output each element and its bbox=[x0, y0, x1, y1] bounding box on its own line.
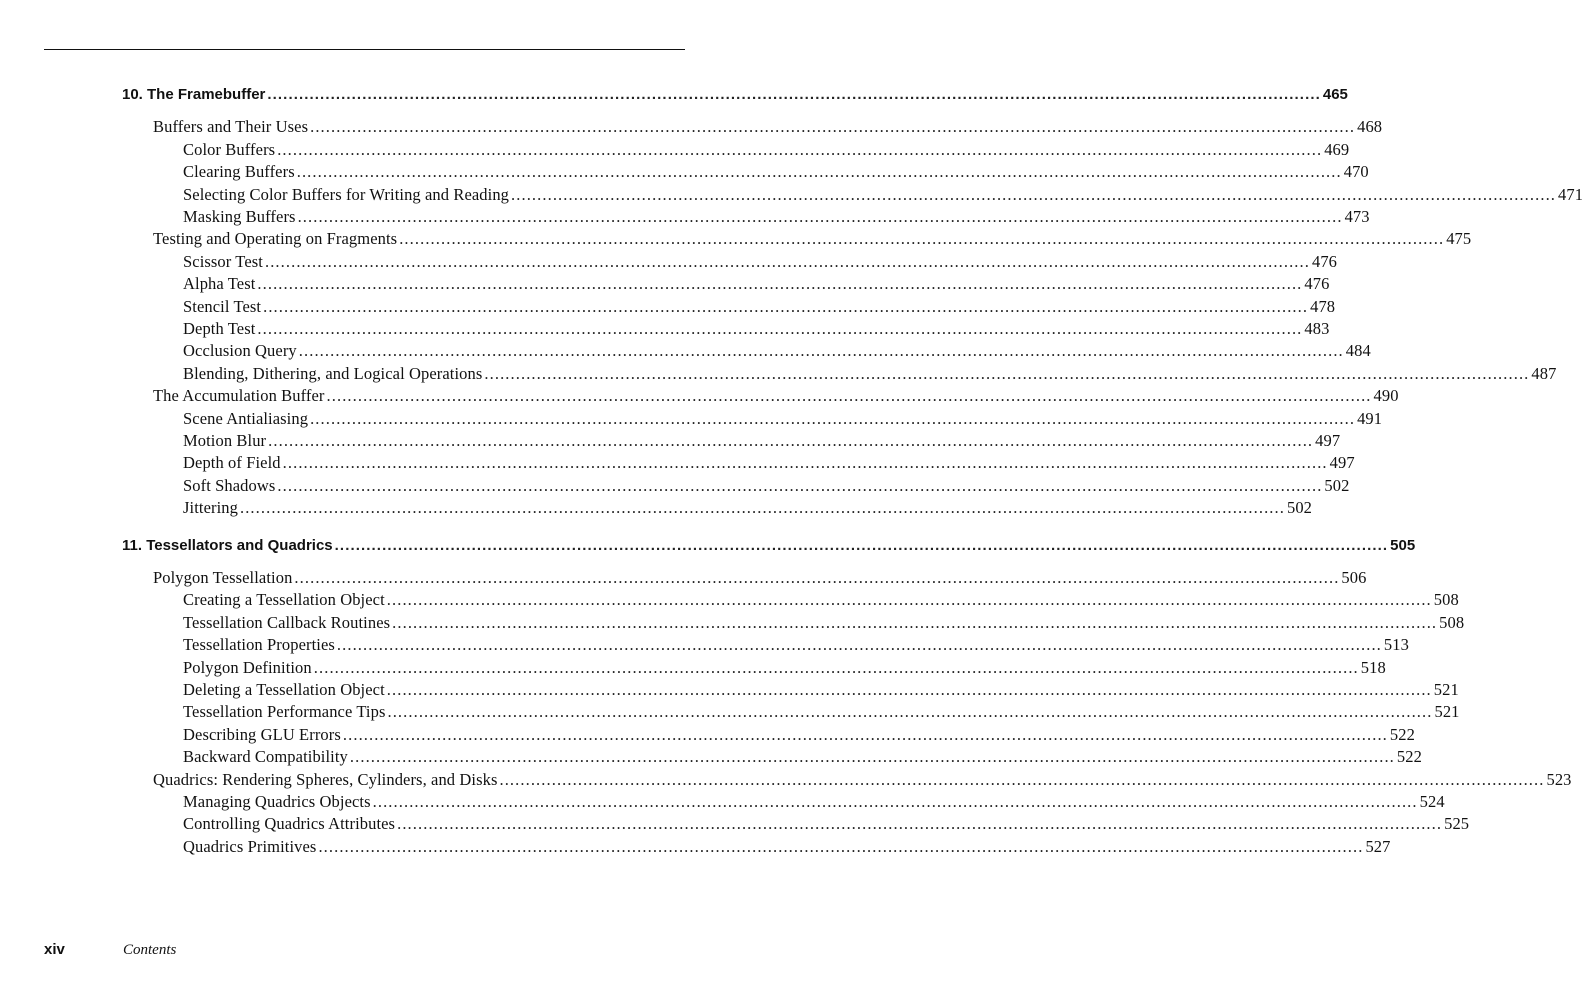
dot-leader: ........................................................................................................................................................................................................ bbox=[336, 635, 1382, 655]
toc-entry-page: 468 bbox=[1357, 117, 1383, 137]
toc-entry-page: 508 bbox=[1433, 590, 1459, 610]
toc-entry-label: Stencil Test bbox=[183, 296, 262, 316]
dot-leader: ........................................................................................................................................................................................................ bbox=[334, 536, 1389, 554]
toc-chapter bbox=[122, 536, 1416, 559]
toc-chapter bbox=[122, 86, 1348, 108]
toc-subsection bbox=[183, 341, 1371, 363]
toc-entry-page: 513 bbox=[1383, 635, 1409, 655]
toc-entry-label: Quadrics Primitives bbox=[183, 836, 317, 856]
toc-subsection bbox=[183, 612, 1465, 635]
dot-leader: ........................................................................................................................................................................................................ bbox=[277, 139, 1323, 159]
toc-subsection bbox=[183, 792, 1445, 814]
dot-leader: ........................................................................................................................................................................................................ bbox=[326, 386, 1372, 406]
toc-subsection bbox=[183, 702, 1460, 724]
toc-entry-label: Depth Test bbox=[183, 319, 256, 338]
toc-entry-label: Tessellation Callback Routines bbox=[183, 612, 391, 632]
toc-entry-label: Testing and Operating on Fragments bbox=[153, 229, 398, 249]
dot-leader: ........................................................................................................................................................................................................ bbox=[263, 296, 1309, 316]
toc-entry-page: 508 bbox=[1439, 612, 1465, 632]
toc-subsection bbox=[183, 296, 1336, 319]
toc-entry-page: 476 bbox=[1311, 251, 1338, 271]
dot-leader: ........................................................................................................................................................................................................ bbox=[310, 408, 1356, 428]
toc-entry-page: 465 bbox=[1322, 86, 1348, 103]
dot-leader: ........................................................................................................................................................................................................ bbox=[499, 769, 1545, 789]
toc-entry-label: Polygon Tessellation bbox=[153, 568, 293, 587]
toc-entry-label: Scissor Test bbox=[183, 251, 263, 271]
dot-leader: ........................................................................................................................................................................................................ bbox=[397, 814, 1443, 834]
toc-entry-label: The Accumulation Buffer bbox=[153, 386, 325, 406]
dot-leader: ........................................................................................................................................................................................................ bbox=[310, 117, 1356, 137]
toc-entry-page: 469 bbox=[1324, 139, 1350, 159]
toc-entry-label: Scene Antialiasing bbox=[183, 408, 309, 428]
toc-entry-label: Alpha Test bbox=[183, 274, 256, 294]
dot-leader: ........................................................................................................................................................................................................ bbox=[267, 86, 1321, 103]
dot-leader: ........................................................................................................................................................................................................ bbox=[386, 590, 1432, 610]
toc-entry-page: 473 bbox=[1344, 207, 1370, 226]
toc-entry-label: Controlling Quadrics Attributes bbox=[183, 814, 396, 834]
toc-entry-label: Quadrics: Rendering Spheres, Cylinders, and Disks bbox=[153, 769, 498, 789]
toc-entry-label: Masking Buffers bbox=[183, 207, 296, 226]
dot-leader: ........................................................................................................................................................................................................ bbox=[342, 724, 1388, 744]
toc-entry-label: 10. The Framebuffer bbox=[122, 86, 266, 103]
toc-entry-page: 527 bbox=[1365, 836, 1391, 856]
toc-subsection bbox=[183, 836, 1391, 859]
toc-section bbox=[153, 386, 1399, 408]
toc-entry-label: Tessellation Performance Tips bbox=[183, 702, 386, 722]
toc-entry-label: Soft Shadows bbox=[183, 475, 276, 495]
toc-subsection bbox=[183, 431, 1341, 453]
dot-leader: ........................................................................................................................................................................................................ bbox=[282, 453, 1328, 473]
toc-subsection bbox=[183, 498, 1313, 520]
toc-entry-page: 491 bbox=[1357, 408, 1383, 428]
dot-leader: ........................................................................................................................................................................................................ bbox=[318, 836, 1364, 856]
toc-subsection bbox=[183, 635, 1409, 657]
dot-leader: ........................................................................................................................................................................................................ bbox=[277, 475, 1323, 495]
dot-leader: ........................................................................................................................................................................................................ bbox=[257, 274, 1303, 294]
dot-leader: ........................................................................................................................................................................................................ bbox=[264, 251, 1310, 271]
toc-entry-label: Depth of Field bbox=[183, 453, 281, 473]
toc-entry-page: 522 bbox=[1396, 747, 1422, 767]
toc-entry-label: Buffers and Their Uses bbox=[153, 117, 309, 137]
toc-section bbox=[153, 568, 1367, 590]
toc-entry-page: 505 bbox=[1390, 536, 1416, 554]
toc-entry-label: 11. Tessellators and Quadrics bbox=[122, 536, 333, 554]
toc-entry-label: Jittering bbox=[183, 498, 238, 518]
toc-entry-page: 471 bbox=[1558, 184, 1583, 204]
toc-subsection bbox=[183, 363, 1557, 386]
toc-entry-label: Clearing Buffers bbox=[183, 162, 295, 182]
toc-entry-page: 521 bbox=[1433, 680, 1459, 699]
toc-entry-label: Tessellation Properties bbox=[183, 635, 335, 655]
toc-entry-page: 523 bbox=[1546, 769, 1572, 789]
dot-leader: ........................................................................................................................................................................................................ bbox=[511, 184, 1557, 204]
toc-entry-page: 522 bbox=[1389, 724, 1415, 744]
toc-entry-label: Deleting a Tessellation Object bbox=[183, 680, 385, 699]
toc-subsection bbox=[183, 408, 1383, 431]
toc-subsection bbox=[183, 475, 1350, 498]
toc-subsection bbox=[183, 319, 1330, 341]
toc-subsection bbox=[183, 590, 1459, 612]
toc-entry-page: 521 bbox=[1434, 702, 1460, 722]
toc-entry-label: Color Buffers bbox=[183, 139, 276, 159]
toc-entry-page: 502 bbox=[1324, 475, 1350, 495]
toc-subsection bbox=[183, 814, 1470, 836]
dot-leader: ........................................................................................................................................................................................................ bbox=[387, 702, 1433, 722]
dot-leader: ........................................................................................................................................................................................................ bbox=[268, 431, 1314, 450]
toc-entry-page: 475 bbox=[1446, 229, 1472, 249]
toc-section bbox=[153, 769, 1572, 792]
toc-entry-page: 490 bbox=[1373, 386, 1399, 406]
toc-entry-page: 502 bbox=[1286, 498, 1313, 518]
footer-running-title: Contents bbox=[123, 942, 177, 958]
dot-leader: ........................................................................................................................................................................................................ bbox=[399, 229, 1445, 249]
dot-leader: ........................................................................................................................................................................................................ bbox=[294, 568, 1340, 587]
toc-subsection bbox=[183, 274, 1330, 296]
toc-subsection bbox=[183, 251, 1338, 274]
toc-entry-label: Blending, Dithering, and Logical Operations bbox=[183, 363, 483, 383]
toc-entry-page: 483 bbox=[1304, 319, 1330, 338]
toc-entry-page: 484 bbox=[1345, 341, 1371, 361]
toc-subsection bbox=[183, 680, 1459, 702]
toc-subsection bbox=[183, 139, 1350, 162]
toc-subsection bbox=[183, 184, 1583, 207]
toc-entry-page: 478 bbox=[1310, 296, 1336, 316]
toc-entry-page: 487 bbox=[1531, 363, 1557, 383]
toc-entry-page: 476 bbox=[1304, 274, 1330, 294]
toc-section bbox=[153, 117, 1383, 139]
dot-leader: ........................................................................................................................................................................................................ bbox=[239, 498, 1285, 518]
toc-entry-label: Backward Compatibility bbox=[183, 747, 348, 767]
toc-entry-label: Managing Quadrics Objects bbox=[183, 792, 371, 811]
toc-entry-label: Motion Blur bbox=[183, 431, 267, 450]
toc-subsection bbox=[183, 162, 1369, 184]
toc-entry-label: Polygon Definition bbox=[183, 657, 312, 677]
toc-subsection bbox=[183, 657, 1386, 680]
dot-leader: ........................................................................................................................................................................................................ bbox=[296, 162, 1342, 182]
toc-entry-page: 506 bbox=[1341, 568, 1367, 587]
header-rule bbox=[44, 49, 685, 50]
footer-page-number: xiv bbox=[44, 941, 65, 958]
toc-subsection bbox=[183, 453, 1355, 475]
toc-entry-page: 497 bbox=[1315, 431, 1341, 450]
toc-subsection bbox=[183, 724, 1415, 747]
toc-entry-page: 497 bbox=[1329, 453, 1355, 473]
dot-leader: ........................................................................................................................................................................................................ bbox=[298, 341, 1344, 361]
dot-leader: ........................................................................................................................................................................................................ bbox=[372, 792, 1418, 811]
toc-subsection bbox=[183, 747, 1422, 769]
dot-leader: ........................................................................................................................................................................................................ bbox=[349, 747, 1395, 767]
toc-entry-label: Occlusion Query bbox=[183, 341, 297, 361]
toc-entry-page: 518 bbox=[1360, 657, 1386, 677]
dot-leader: ........................................................................................................................................................................................................ bbox=[392, 612, 1438, 632]
dot-leader: ........................................................................................................................................................................................................ bbox=[386, 680, 1432, 699]
dot-leader: ........................................................................................................................................................................................................ bbox=[257, 319, 1303, 338]
dot-leader: ........................................................................................................................................................................................................ bbox=[313, 657, 1359, 677]
dot-leader: ........................................................................................................................................................................................................ bbox=[297, 207, 1343, 226]
toc-subsection bbox=[183, 207, 1370, 229]
toc-entry-page: 524 bbox=[1419, 792, 1445, 811]
toc-entry-label: Selecting Color Buffers for Writing and Reading bbox=[183, 184, 510, 204]
toc-entry-page: 525 bbox=[1444, 814, 1470, 834]
toc-entry-label: Creating a Tessellation Object bbox=[183, 590, 385, 610]
toc-entry-label: Describing GLU Errors bbox=[183, 724, 341, 744]
toc-entry-page: 470 bbox=[1343, 162, 1369, 182]
toc-section bbox=[153, 229, 1472, 251]
dot-leader: ........................................................................................................................................................................................................ bbox=[484, 363, 1530, 383]
